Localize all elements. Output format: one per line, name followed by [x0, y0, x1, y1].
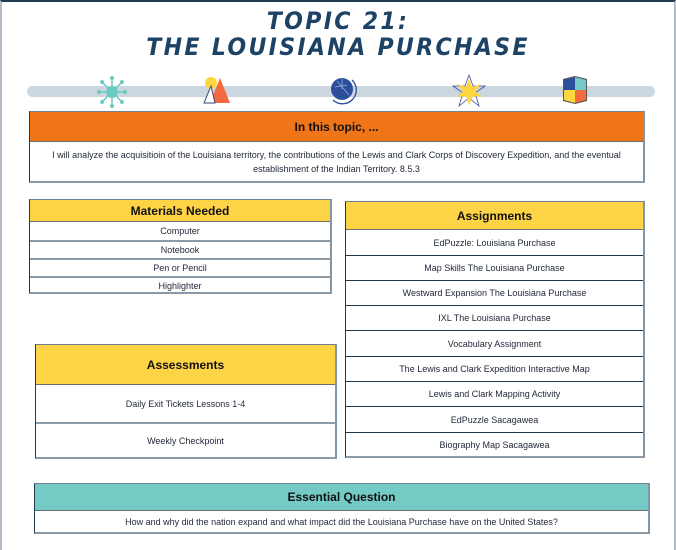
- materials-header: Materials Needed: [30, 200, 330, 222]
- title-line-1: TOPIC 21:: [266, 7, 410, 35]
- assignment-item[interactable]: The Lewis and Clark Expedition Interactive Map: [346, 356, 643, 381]
- assignment-item[interactable]: Biography Map Sacagawea: [346, 432, 643, 456]
- materials-item: Highlighter: [30, 276, 330, 293]
- title-line-2: THE LOUISIANA PURCHASE: [146, 33, 530, 61]
- star-burst-icon: [451, 73, 487, 109]
- assignments-box: [345, 201, 645, 458]
- assignments-header: Assignments: [346, 202, 643, 230]
- network-icon: [96, 75, 128, 109]
- assignment-item[interactable]: IXL The Louisiana Purchase: [346, 305, 643, 330]
- essential-question-box: [34, 483, 650, 534]
- intro-body: I will analyze the acquisitioin of the Louisiana territory, the contributions of the Lewis and Clark Corps of Discovery Expedition, and the eventual establishment of the Indian Territory. 8.5.3: [52, 149, 621, 174]
- materials-item: Computer: [160, 226, 200, 236]
- assessments-box: [35, 344, 337, 459]
- assignment-item[interactable]: EdPuzzle: Louisiana Purchase: [433, 237, 556, 248]
- essential-question-header: Essential Question: [35, 484, 648, 511]
- assignment-item[interactable]: Westward Expansion The Louisiana Purchase: [346, 280, 643, 305]
- assignment-item[interactable]: EdPuzzle Sacagawea: [346, 406, 643, 432]
- assessments-header: Assessments: [36, 345, 335, 385]
- assessment-item: Daily Exit Tickets Lessons 1-4: [125, 398, 246, 409]
- page-title: [27, 8, 649, 60]
- assignment-item[interactable]: Vocabulary Assignment: [346, 330, 643, 356]
- materials-item: Pen or Pencil: [30, 258, 330, 276]
- assignment-item[interactable]: Lewis and Clark Mapping Activity: [346, 381, 643, 406]
- mountain-sun-icon: [201, 75, 231, 105]
- materials-box: [29, 199, 332, 294]
- essential-question-body: How and why did the nation expand and what impact did the Louisiana Purchase have on the United States?: [125, 516, 558, 527]
- assignment-item[interactable]: Map Skills The Louisiana Purchase: [346, 255, 643, 280]
- globe-icon: [327, 75, 357, 105]
- intro-header: In this topic, ...: [30, 112, 643, 142]
- assessment-item: Weekly Checkpoint: [36, 422, 335, 457]
- shield-icon: [560, 75, 590, 105]
- intro-box: [29, 111, 645, 183]
- materials-item: Notebook: [30, 240, 330, 258]
